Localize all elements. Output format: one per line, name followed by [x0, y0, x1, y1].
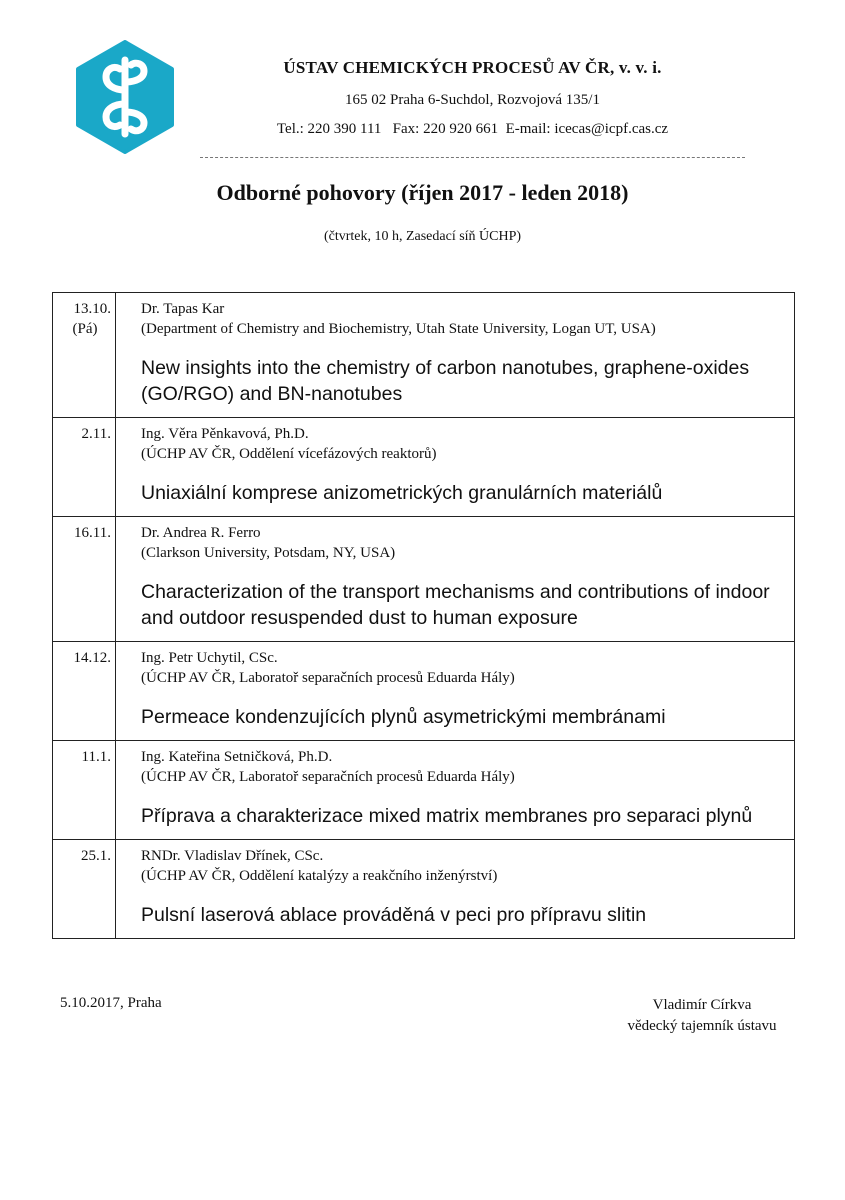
talk-speaker: Ing. Petr Uchytil, CSc. [141, 650, 278, 666]
talk-date [53, 293, 116, 418]
talk-date [53, 840, 116, 939]
signatory-block [612, 995, 792, 1037]
talk-date-text: 14.12. [73, 650, 111, 666]
talk-affiliation: (ÚCHP AV ČR, Laboratoř separačních procesů Eduarda Hály) [141, 769, 515, 785]
talk-title: New insights into the chemistry of carbon nanotubes, graphene-oxides (GO/RGO) and BN-nanotubes [141, 357, 750, 405]
talk-title: Permeace kondenzujících plynů asymetrickými membránami [141, 706, 666, 728]
talk-details [116, 642, 795, 741]
talk-speaker: Dr. Tapas Kar [141, 301, 225, 317]
signatory-role: vědecký tajemník ústavu [627, 1018, 777, 1034]
document-title: Odborné pohovory (říjen 2017 - leden 2018) [216, 180, 629, 205]
talk-title: Pulsní laserová ablace prováděná v peci pro přípravu slitin [141, 904, 647, 926]
talk-affiliation: (ÚCHP AV ČR, Laboratoř separačních procesů Eduarda Hály) [141, 670, 515, 686]
letterhead [200, 58, 745, 138]
talk-title: Příprava a charakterizace mixed matrix membranes pro separaci plynů [141, 805, 753, 827]
talk-date [53, 642, 116, 741]
talk-speaker: Ing. Věra Pěnkavová, Ph.D. [141, 426, 309, 442]
institute-name: ÚSTAV CHEMICKÝCH PROCESŮ AV ČR, v. v. i. [283, 58, 662, 77]
talk-date [53, 741, 116, 840]
talk-speaker: Ing. Kateřina Setničková, Ph.D. [141, 749, 333, 765]
signatory-name: Vladimír Církva [652, 997, 752, 1013]
table-row [53, 293, 795, 418]
letterhead-divider [200, 157, 745, 158]
table-row [53, 517, 795, 642]
footer-date-place: 5.10.2017, Praha [60, 995, 162, 1011]
talk-affiliation: (ÚCHP AV ČR, Oddělení vícefázových reaktorů) [141, 446, 437, 462]
talk-details [116, 741, 795, 840]
talk-date [53, 418, 116, 517]
talk-title: Uniaxiální komprese anizometrických granulárních materiálů [141, 482, 663, 504]
talk-date [53, 517, 116, 642]
talk-day-note: (Pá) [72, 321, 98, 337]
talk-date-text: 2.11. [81, 426, 111, 442]
talk-schedule-table [52, 292, 795, 939]
table-row [53, 741, 795, 840]
talk-date-text: 11.1. [81, 749, 111, 765]
talk-title: Characterization of the transport mechanisms and contributions of indoor and outdoor resuspended dust to human exposure [141, 581, 770, 629]
table-row [53, 418, 795, 517]
talk-details [116, 517, 795, 642]
table-row [53, 840, 795, 939]
talk-affiliation: (ÚCHP AV ČR, Oddělení katalýzy a reakčního inženýrství) [141, 868, 498, 884]
talk-affiliation: (Department of Chemistry and Biochemistry, Utah State University, Logan UT, USA) [141, 321, 656, 337]
talk-date-text: 25.1. [81, 848, 111, 864]
institute-address: 165 02 Praha 6-Suchdol, Rozvojová 135/1 [345, 92, 600, 108]
talk-speaker: Dr. Andrea R. Ferro [141, 525, 261, 541]
document-subtitle: (čtvrtek, 10 h, Zasedací síň ÚCHP) [323, 229, 522, 244]
talk-speaker: RNDr. Vladislav Dřínek, CSc. [141, 848, 324, 864]
talk-affiliation: (Clarkson University, Potsdam, NY, USA) [141, 545, 396, 561]
talk-details [116, 840, 795, 939]
icpf-hexagon-logo-icon [74, 40, 176, 154]
table-row [53, 642, 795, 741]
talk-date-text: 13.10. [73, 301, 111, 317]
talk-date-text: 16.11. [74, 525, 111, 541]
talk-details [116, 418, 795, 517]
talk-details [116, 293, 795, 418]
institute-contact: Tel.: 220 390 111 Fax: 220 920 661 E-mail: icecas@icpf.cas.cz [276, 121, 669, 137]
